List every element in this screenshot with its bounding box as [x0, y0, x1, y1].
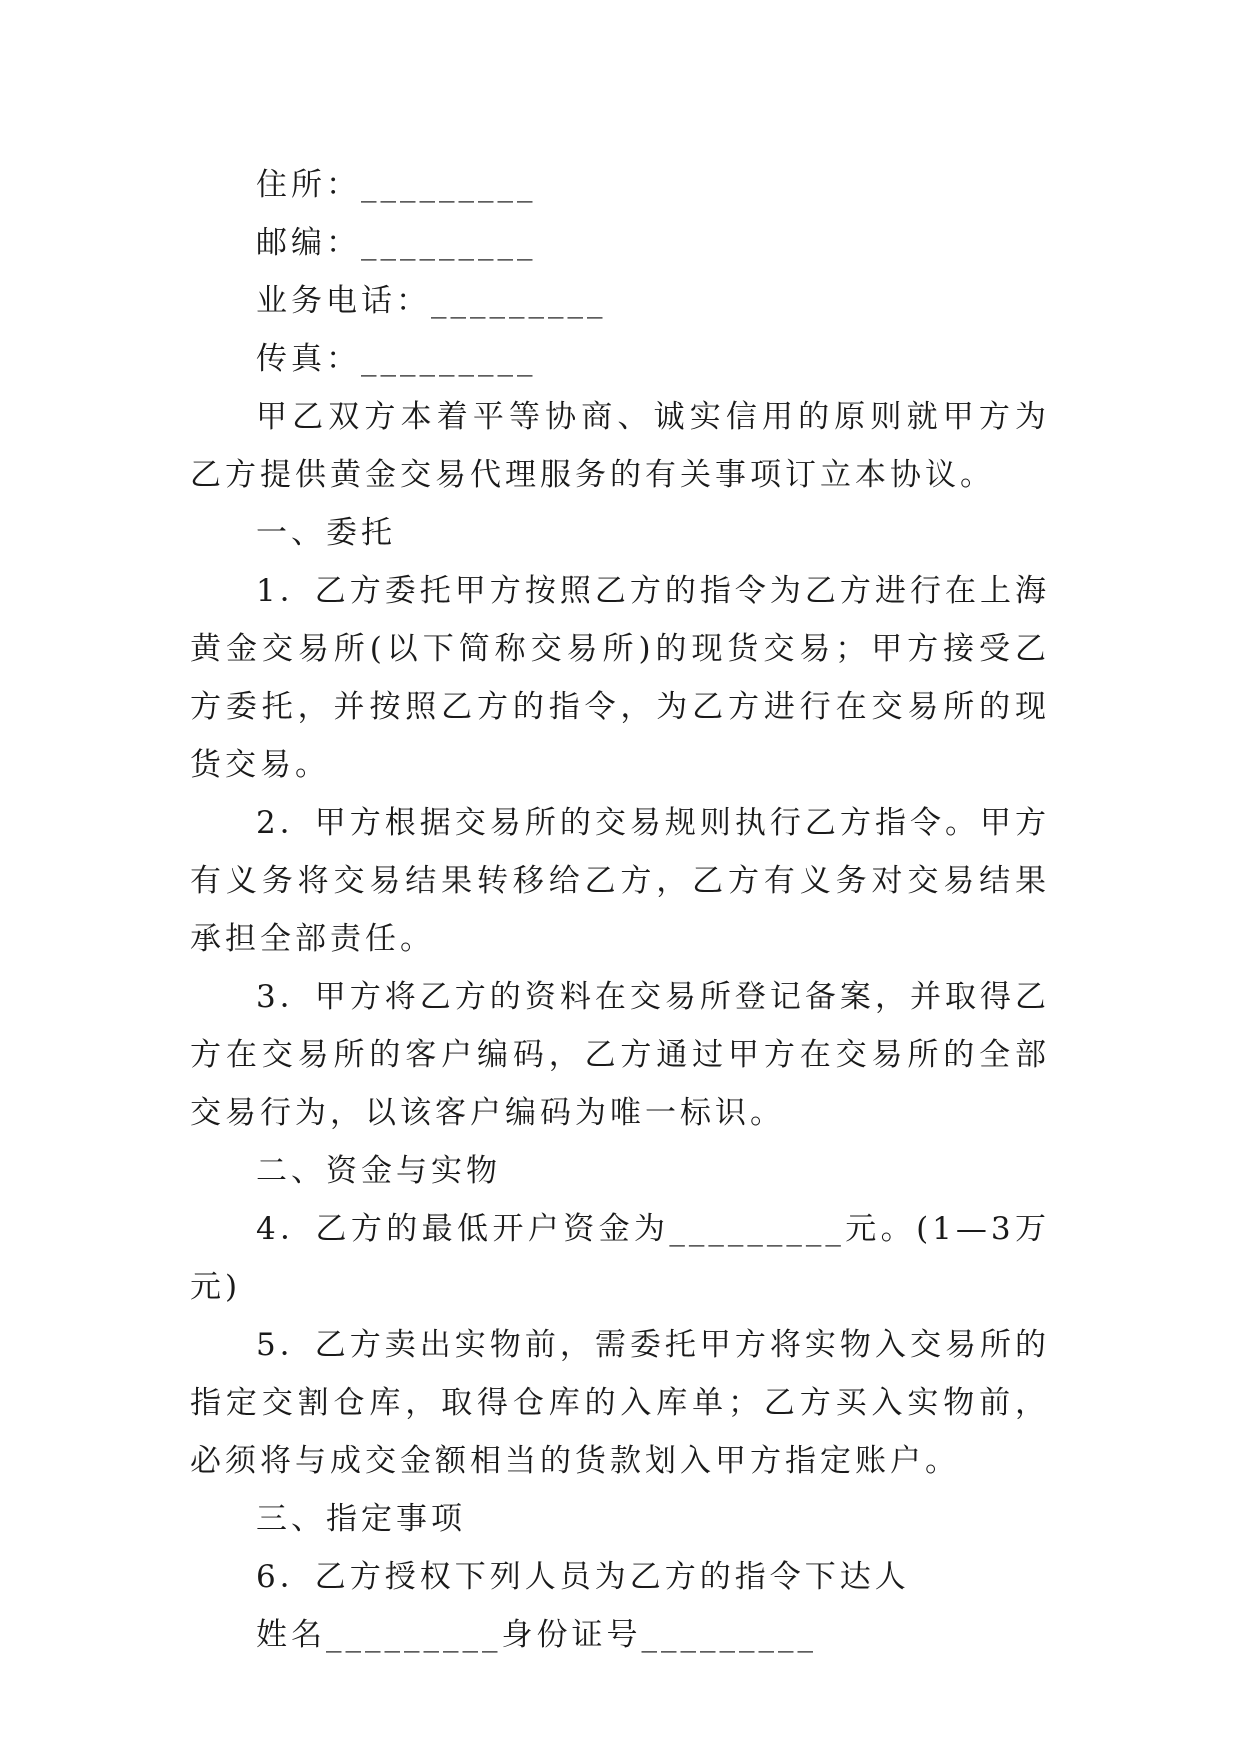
intro-paragraph: 甲乙双方本着平等协商、诚实信用的原则就甲方为乙方提供黄金交易代理服务的有关事项订立本协议。	[190, 399, 1050, 493]
clause-2: 2．甲方根据交易所的交易规则执行乙方指令。甲方有义务将交易结果转移给乙方，乙方有义务对交易结果承担全部责任。	[190, 805, 1050, 957]
address-line: 住所：_________	[256, 167, 537, 203]
clause-1: 1．乙方委托甲方按照乙方的指令为乙方进行在上海黄金交易所(以下简称交易所)的现货交易；甲方接受乙方委托，并按照乙方的指令，为乙方进行在交易所的现货交易。	[190, 573, 1050, 783]
section-heading-funds: 二、资金与实物	[256, 1153, 501, 1189]
section-heading-entrust: 一、委托	[256, 515, 396, 551]
section-heading-designation: 三、指定事项	[256, 1501, 466, 1537]
postcode-line: 邮编：_________	[256, 225, 537, 261]
fax-line: 传真：_________	[256, 341, 537, 377]
business-phone-line: 业务电话：_________	[256, 283, 607, 319]
clause-4: 4．乙方的最低开户资金为_________元。(1—3万元)	[190, 1211, 1050, 1305]
clause-6: 6．乙方授权下列人员为乙方的指令下达人	[256, 1559, 910, 1595]
name-id-line: 姓名_________身份证号_________	[256, 1617, 817, 1653]
clause-3: 3．甲方将乙方的资料在交易所登记备案，并取得乙方在交易所的客户编码，乙方通过甲方在交易所的全部交易行为，以该客户编码为唯一标识。	[190, 979, 1050, 1131]
clause-5: 5．乙方卖出实物前，需委托甲方将实物入交易所的指定交割仓库，取得仓库的入库单；乙方买入实物前，必须将与成交金额相当的货款划入甲方指定账户。	[190, 1327, 1050, 1479]
document-body	[190, 156, 1050, 1664]
